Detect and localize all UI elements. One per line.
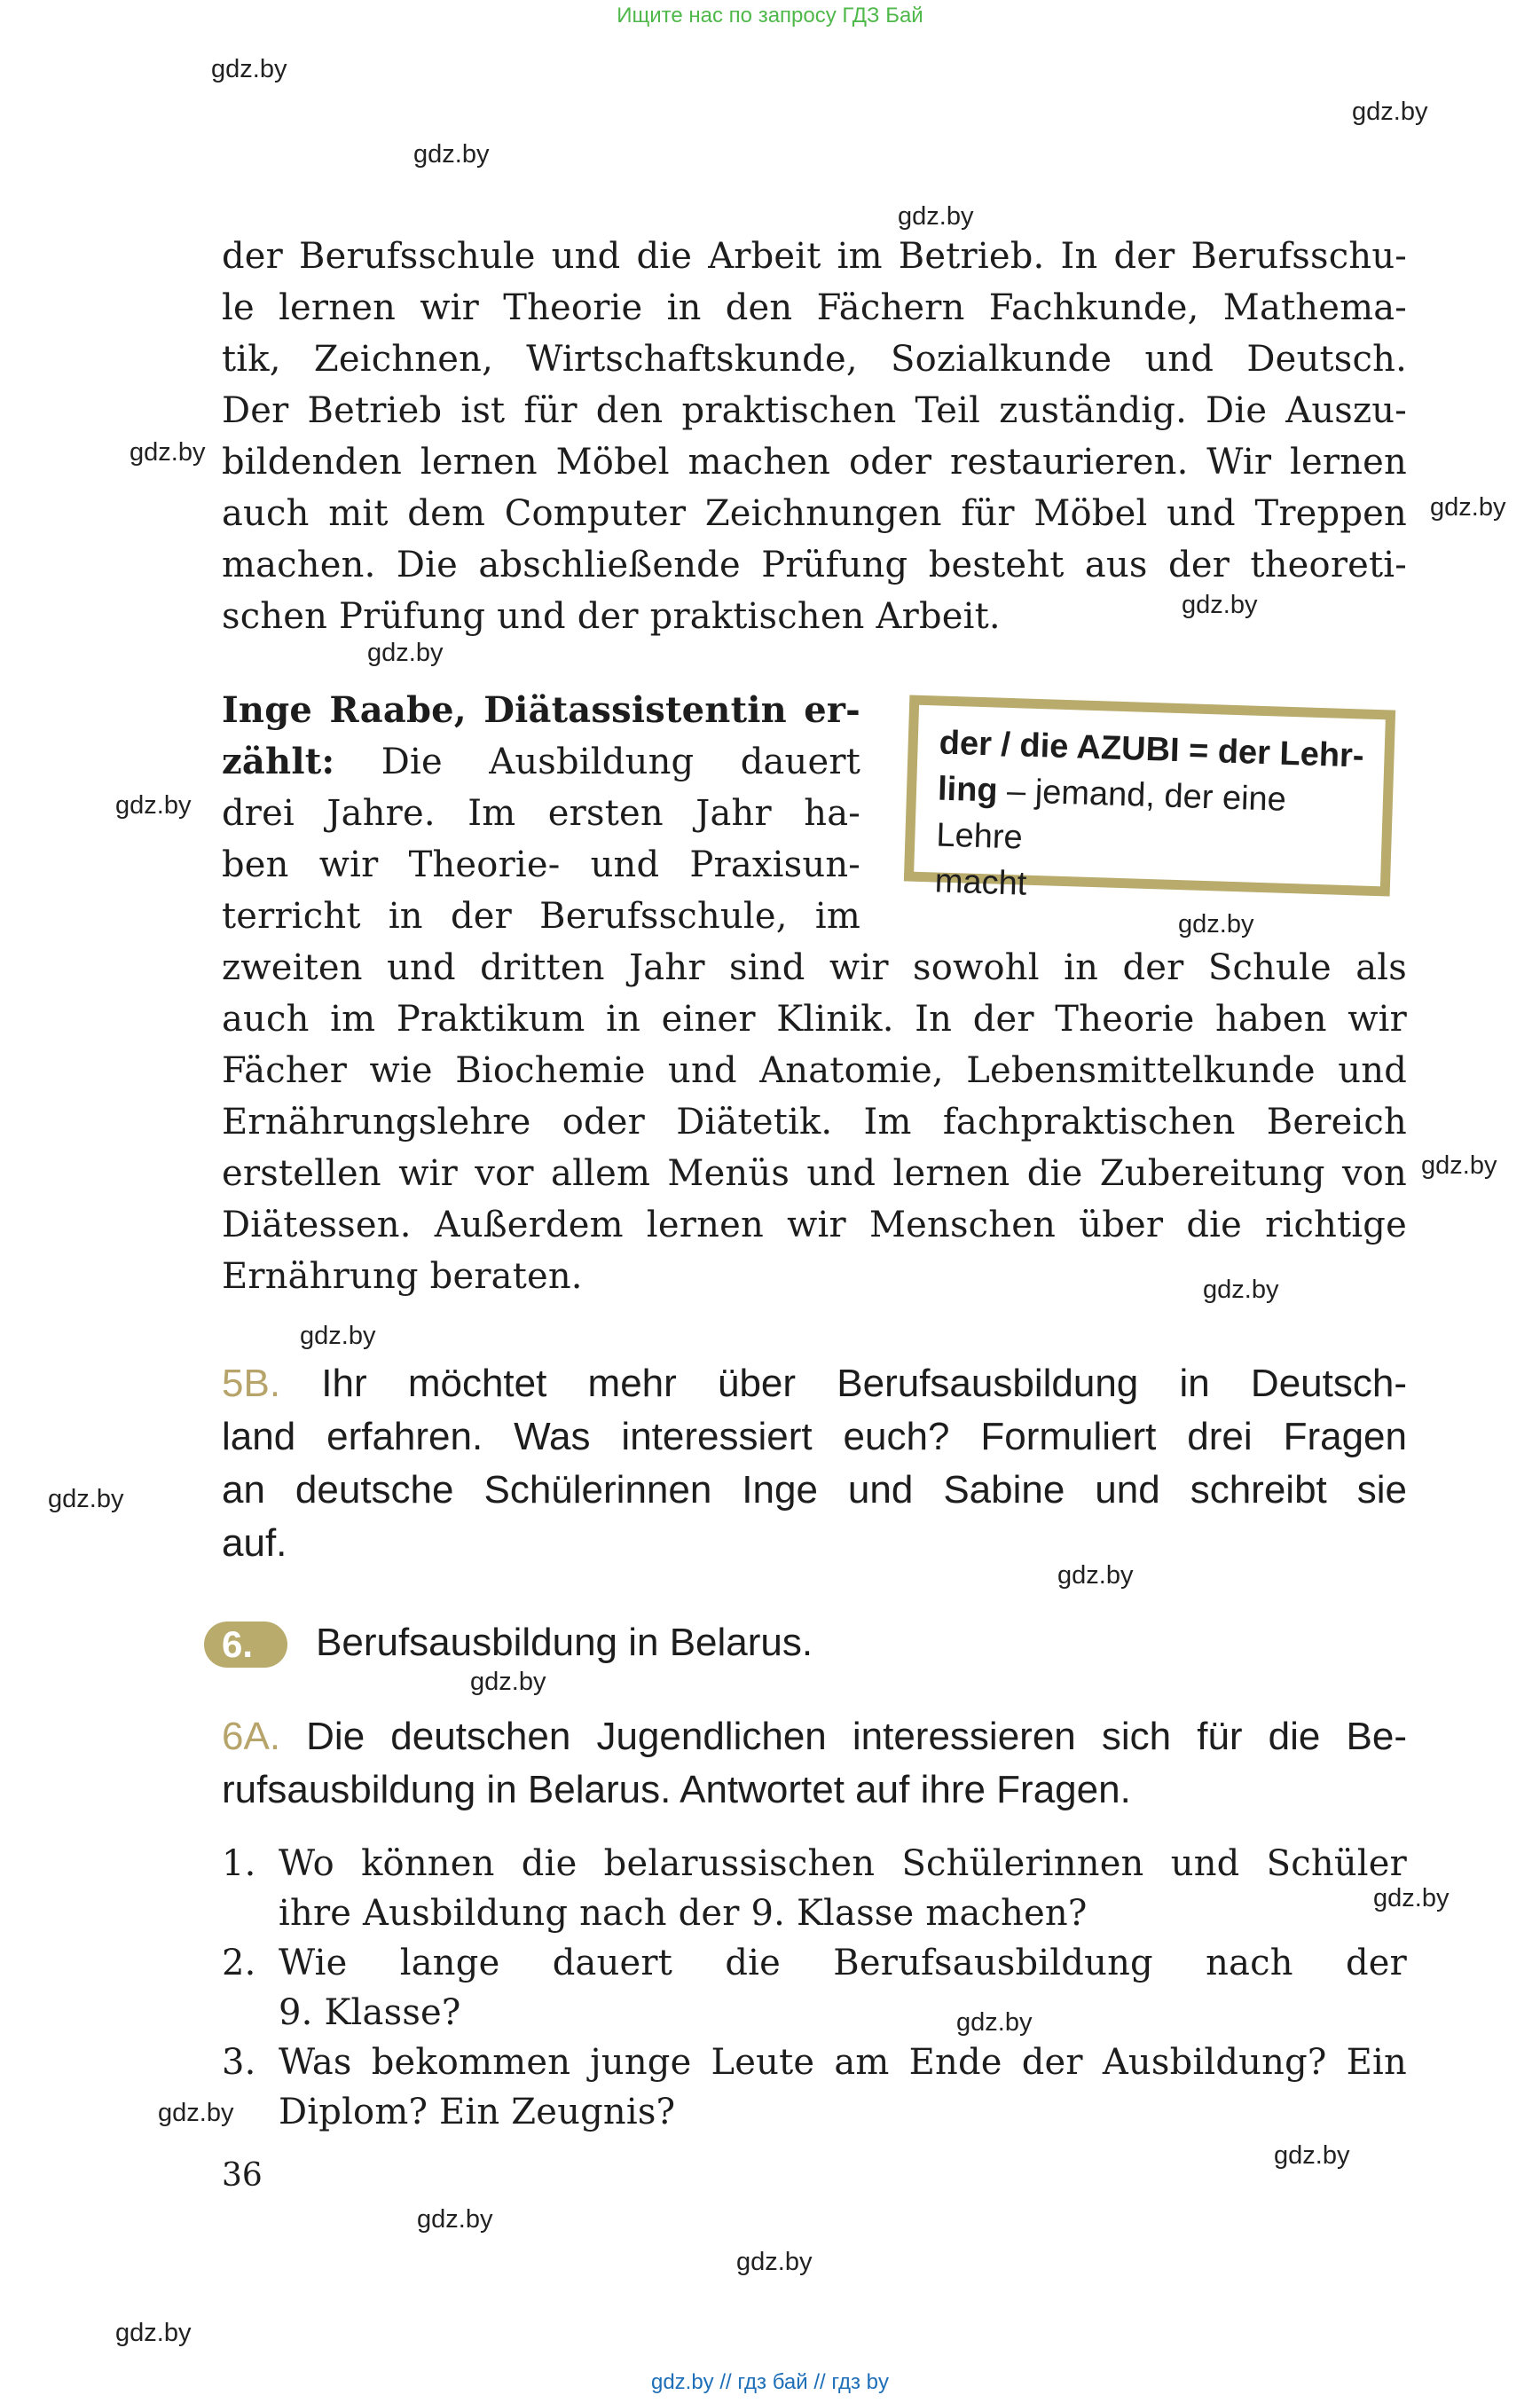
- speaker-name-end: zählt:: [222, 741, 335, 782]
- watermark: gdz.by: [898, 202, 974, 231]
- watermark: gdz.by: [300, 1322, 376, 1350]
- text-line: le lernen wir Theorie in den Fächern Fachkunde, Mathema-: [222, 287, 1407, 328]
- text-fragment: Die Ausbildung dauert: [381, 742, 860, 782]
- section-number: 6.: [222, 1623, 254, 1665]
- question-line: Wie lange dauert die Berufsausbildung nach der: [279, 1943, 1407, 1983]
- text-line: Ernährung beraten.: [222, 1256, 583, 1297]
- vocabulary-note-text: [934, 720, 1383, 919]
- section-title: Berufsausbildung in Belarus.: [316, 1621, 813, 1664]
- vocabulary-definition: – jemand, der eine Lehre: [935, 772, 1287, 857]
- vocabulary-definition-end: macht: [934, 862, 1027, 903]
- task-text: Die deutschen Jugendlichen interessieren sich für die Be-: [306, 1715, 1407, 1758]
- section-number-badge: [204, 1622, 287, 1668]
- vocabulary-note: [904, 695, 1395, 903]
- text-line: Diätessen. Außerdem lernen wir Menschen über die richtige: [222, 1205, 1407, 1245]
- watermark: gdz.by: [1057, 1561, 1134, 1590]
- text-line: zweiten und dritten Jahr sind wir sowohl in der Schule als: [222, 947, 1407, 988]
- speaker-heading: [222, 685, 860, 736]
- watermark: gdz.by: [736, 2248, 813, 2276]
- watermark: gdz.by: [956, 2008, 1033, 2037]
- text-line: terricht in der Berufsschule, im: [222, 896, 860, 937]
- watermark: gdz.by: [130, 438, 206, 467]
- watermark: gdz.by: [1182, 591, 1258, 619]
- speaker-name: Inge Raabe, Diätassistentin er-: [222, 689, 860, 731]
- question-number: 2.: [222, 1943, 256, 1983]
- watermark: gdz.by: [115, 2319, 192, 2347]
- task-line: [222, 1710, 1407, 1763]
- text-line: drei Jahre. Im ersten Jahr ha-: [222, 793, 860, 834]
- question-line: ihre Ausbildung nach der 9. Klasse machen?: [279, 1893, 1088, 1934]
- watermark: gdz.by: [1274, 2141, 1350, 2170]
- watermark: gdz.by: [158, 2099, 234, 2127]
- vocabulary-term: der / die AZUBI = der Lehr-: [939, 724, 1365, 775]
- text-line: tik, Zeichnen, Wirtschaftskunde, Sozialkunde und Deutsch.: [222, 339, 1407, 380]
- watermark: gdz.by: [1352, 98, 1428, 126]
- watermark: gdz.by: [413, 140, 490, 169]
- text-line: Ernährungslehre oder Diätetik. Im fachpraktischen Bereich: [222, 1102, 1407, 1143]
- question-number: 1.: [222, 1843, 256, 1884]
- page-number: 36: [222, 2157, 263, 2194]
- site-note-bottom: gdz.by // гдз бай // гдз by: [650, 2370, 890, 2394]
- task-line: [222, 1357, 1407, 1410]
- task-text: Ihr möchtet mehr über Berufsausbildung in Deutsch-: [321, 1362, 1408, 1405]
- watermark: gdz.by: [1373, 1884, 1450, 1912]
- watermark: gdz.by: [367, 639, 444, 667]
- text-line: Der Betrieb ist für den praktischen Teil zuständig. Die Auszu-: [222, 390, 1407, 431]
- task-label: 6A.: [222, 1715, 281, 1758]
- text-line: auch mit dem Computer Zeichnungen für Möbel und Treppen: [222, 493, 1407, 534]
- watermark: gdz.by: [417, 2205, 493, 2234]
- text-line: bildenden lernen Möbel machen oder restaurieren. Wir lernen: [222, 442, 1407, 483]
- text-line: auch im Praktikum in einer Klinik. In der Theorie haben wir: [222, 999, 1407, 1040]
- watermark: gdz.by: [1421, 1151, 1497, 1180]
- watermark: gdz.by: [470, 1668, 546, 1696]
- question-line: Diplom? Ein Zeugnis?: [279, 2092, 676, 2132]
- question-line: 9. Klasse?: [279, 1992, 461, 2033]
- question-line: Was bekommen junge Leute am Ende der Ausbildung? Ein: [279, 2042, 1407, 2083]
- site-note-top: Ищите нас по запросу ГДЗ Бай: [617, 4, 923, 27]
- vocabulary-term-end: ling: [937, 770, 999, 810]
- task-label: 5B.: [222, 1362, 281, 1405]
- watermark: gdz.by: [211, 55, 287, 83]
- watermark: gdz.by: [1430, 493, 1506, 522]
- watermark: gdz.by: [115, 791, 192, 820]
- text-line: schen Prüfung und der praktischen Arbeit.: [222, 596, 1001, 637]
- task-line: an deutsche Schülerinnen Inge und Sabine und schreibt sie: [222, 1468, 1407, 1512]
- text-line: der Berufsschule und die Arbeit im Betrieb. In der Berufsschu-: [222, 236, 1407, 277]
- watermark: gdz.by: [1178, 910, 1254, 938]
- question-number: 3.: [222, 2042, 256, 2083]
- text-line: ben wir Theorie- und Praxisun-: [222, 844, 860, 885]
- text-line: [222, 736, 860, 788]
- task-line: land erfahren. Was interessiert euch? Formuliert drei Fragen: [222, 1415, 1407, 1458]
- question-line: Wo können die belarussischen Schülerinnen und Schüler: [279, 1843, 1407, 1884]
- text-line: Fächer wie Biochemie und Anatomie, Lebensmittelkunde und: [222, 1050, 1407, 1091]
- task-line: auf.: [222, 1521, 287, 1565]
- watermark: gdz.by: [48, 1485, 124, 1513]
- watermark: gdz.by: [1203, 1276, 1279, 1304]
- text-line: machen. Die abschließende Prüfung besteht aus der theoreti-: [222, 545, 1407, 585]
- task-line: rufsausbildung in Belarus. Antwortet auf ihre Fragen.: [222, 1768, 1131, 1811]
- text-line: erstellen wir vor allem Menüs und lernen die Zubereitung von: [222, 1153, 1407, 1194]
